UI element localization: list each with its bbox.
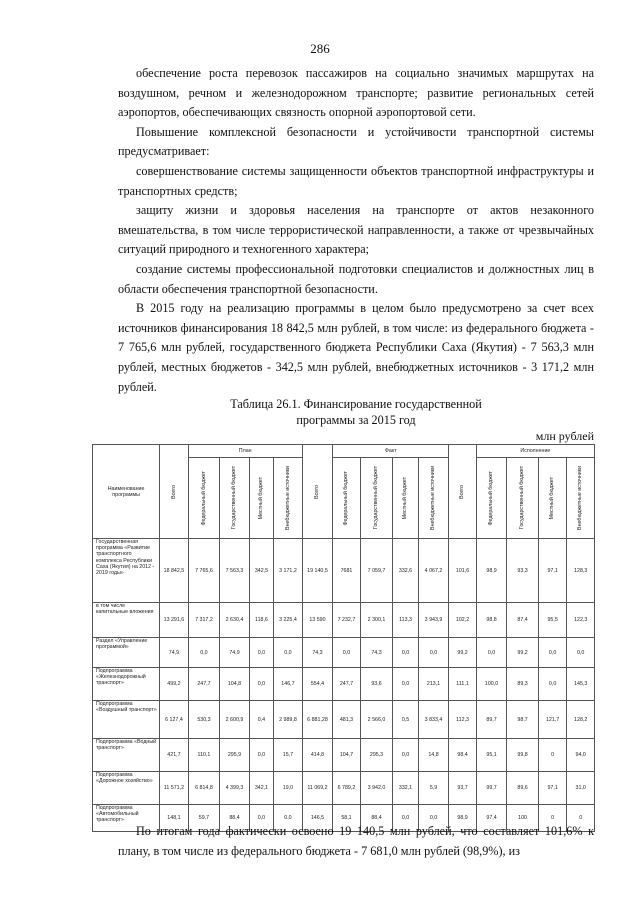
table-cell: 2 989,8 xyxy=(274,701,303,739)
sub-header: Федеральный бюджет xyxy=(333,458,360,539)
table-cell: 121,7 xyxy=(538,701,567,739)
table-cell: 98,4 xyxy=(449,739,476,772)
table-cell: 100,0 xyxy=(476,668,507,701)
table-cell: 89,3 xyxy=(507,668,539,701)
sub-header: Местный бюджет xyxy=(393,458,418,539)
table-cell: 0,0 xyxy=(274,638,303,668)
table-row xyxy=(93,772,595,805)
table-cell: 0,0 xyxy=(418,805,449,832)
table-cell: 89,6 xyxy=(507,772,539,805)
table-cell: 97,1 xyxy=(538,772,567,805)
table-cell: 421,7 xyxy=(160,739,189,772)
table-cell: 6 789,2 xyxy=(333,772,360,805)
table-cell: 97,4 xyxy=(476,805,507,832)
table-row xyxy=(93,638,595,668)
table-cell: 0,0 xyxy=(567,638,595,668)
table-cell: 0 xyxy=(567,805,595,832)
sub-header: Местный бюджет xyxy=(538,458,567,539)
row-name: Подпрограмма «Железнодорожный транспорт» xyxy=(93,668,160,701)
table-cell: 7 232,7 xyxy=(333,603,360,638)
row-name: Подпрограмма «Водный транспорт» xyxy=(93,739,160,772)
table-cell: 74,3 xyxy=(360,638,393,668)
table-cell: 0,0 xyxy=(274,805,303,832)
row-name: в том числе капитальные вложения xyxy=(93,603,160,638)
table-cell: 2 600,9 xyxy=(220,701,250,739)
table-cell: 95,5 xyxy=(538,603,567,638)
table-cell: 247,7 xyxy=(188,668,220,701)
table-row xyxy=(93,668,595,701)
fact-total-header: Всего xyxy=(302,445,333,539)
table-cell: 0,0 xyxy=(393,668,418,701)
table-cell: 414,8 xyxy=(302,739,333,772)
table-cell: 112,3 xyxy=(449,701,476,739)
table-caption xyxy=(118,396,594,428)
table-cell: 213,1 xyxy=(418,668,449,701)
table-cell: 3 171,2 xyxy=(274,539,303,603)
paragraph: создание системы профессиональной подготовки специалистов и должностных лиц в области обеспечения транспортной безопасности. xyxy=(118,261,594,296)
table-cell: 95,1 xyxy=(476,739,507,772)
table-cell: 18 842,5 xyxy=(160,539,189,603)
table-cell: 0,0 xyxy=(393,739,418,772)
table-cell: 0,0 xyxy=(538,638,567,668)
table-cell: 11 069,2 xyxy=(302,772,333,805)
table-cell: 74,3 xyxy=(302,638,333,668)
table-cell: 58,1 xyxy=(333,805,360,832)
table-cell: 98,7 xyxy=(507,701,539,739)
table-cell: 87,4 xyxy=(507,603,539,638)
table-cell: 74,9 xyxy=(160,638,189,668)
table-cell: 6 814,8 xyxy=(188,772,220,805)
paragraph: В 2015 году на реализацию программы в целом было предусмотрено за счет всех источников финансирования 18 842,5 млн рублей, в том числе: из федерального бюджета - 7 765,6 млн рублей, государственного бюджета Республики Саха (Якутия) - 7 563,3 млн рублей, местных бюджетов - 342,5 млн рублей, внебюджетных источников - 3 171,2 млн рублей. xyxy=(118,301,594,394)
financing-table xyxy=(92,444,595,832)
table-cell: 11 571,2 xyxy=(160,772,189,805)
table-row xyxy=(93,539,595,603)
table-cell: 7 059,7 xyxy=(360,539,393,603)
table-cell: 481,3 xyxy=(333,701,360,739)
table-cell: 13 590 xyxy=(302,603,333,638)
sub-header: Государственный бюджет xyxy=(220,458,250,539)
table-cell: 0,0 xyxy=(188,638,220,668)
exec-group-header: Исполнение xyxy=(476,445,594,458)
table-cell: 113,3 xyxy=(393,603,418,638)
table-cell: 104,7 xyxy=(333,739,360,772)
table-cell: 2 566,0 xyxy=(360,701,393,739)
table-cell: 295,3 xyxy=(360,739,393,772)
table-cell: 14,8 xyxy=(418,739,449,772)
table-cell: 102,2 xyxy=(449,603,476,638)
table-cell: 88,4 xyxy=(220,805,250,832)
table-cell: 3 943,9 xyxy=(418,603,449,638)
table-cell: 3 225,4 xyxy=(274,603,303,638)
table-cell: 118,6 xyxy=(249,603,273,638)
paragraph: Повышение комплексной безопасности и устойчивости транспортной системы предусматривает: xyxy=(118,124,594,159)
table-cell: 101,6 xyxy=(449,539,476,603)
table-cell: 0,0 xyxy=(249,638,273,668)
table-row xyxy=(93,603,595,638)
row-name: Подпрограмма «Автомобильный транспорт» xyxy=(93,805,160,832)
table-cell: 99,8 xyxy=(507,739,539,772)
plan-group-header: План xyxy=(188,445,302,458)
table-cell: 74,9 xyxy=(220,638,250,668)
table-cell: 31,0 xyxy=(567,772,595,805)
sub-header: Внебюджетные источники xyxy=(418,458,449,539)
row-name: Подпрограмма «Дорожное хозяйство» xyxy=(93,772,160,805)
table-cell: 2 630,4 xyxy=(220,603,250,638)
row-name: Государственная программа «Развитие транспортного комплекса Республики Саха (Якутия) на 2012 - 2019 годы» xyxy=(93,539,160,603)
bottom-paragraph: По итогам года фактически освоено 19 140,5 млн рублей, что составляет 101,6% к плану, в том числе из федерального бюджета - 7 681,0 млн рублей (98,9%), из xyxy=(118,824,594,858)
table-row xyxy=(93,739,595,772)
paragraph: совершенствование системы защищенности объектов транспортной инфраструктуры и транспортных средств; xyxy=(118,163,594,198)
table-cell: 111,1 xyxy=(449,668,476,701)
table-cell: 0,0 xyxy=(538,668,567,701)
table-cell: 4 399,3 xyxy=(220,772,250,805)
table-cell: 4 067,2 xyxy=(418,539,449,603)
table-cell: 7 317,2 xyxy=(188,603,220,638)
table-cell: 146,5 xyxy=(302,805,333,832)
sub-header: Внебюджетные источники xyxy=(567,458,595,539)
sub-header: Внебюджетные источники xyxy=(274,458,303,539)
table-cell: 93,6 xyxy=(360,668,393,701)
table-cell: 15,7 xyxy=(274,739,303,772)
table-units: млн рублей xyxy=(535,429,594,443)
table-cell: 7 563,3 xyxy=(220,539,250,603)
table-header-group-row xyxy=(93,445,595,458)
table-cell: 0,0 xyxy=(393,805,418,832)
table-cell: 88,4 xyxy=(360,805,393,832)
table-cell: 146,7 xyxy=(274,668,303,701)
table-cell: 128,2 xyxy=(567,701,595,739)
table-cell: 0,0 xyxy=(333,638,360,668)
table-cell: 59,7 xyxy=(188,805,220,832)
paragraph: обеспечение роста перевозок пассажиров на социально значимых маршрутах на воздушном, речном и железнодорожном транспорте; развитие региональных сетей аэропортов, обеспечивающих связность опорной аэропортовой сети. xyxy=(118,66,594,120)
table-cell: 3 942,0 xyxy=(360,772,393,805)
table-cell: 295,9 xyxy=(220,739,250,772)
row-name: Раздел «Управление программой» xyxy=(93,638,160,668)
table-cell: 5,9 xyxy=(418,772,449,805)
table-cell: 0,0 xyxy=(249,805,273,832)
sub-header: Федеральный бюджет xyxy=(476,458,507,539)
table-cell: 128,3 xyxy=(567,539,595,603)
table-cell: 6 881,28 xyxy=(302,701,333,739)
sub-header: Федеральный бюджет xyxy=(188,458,220,539)
sub-header: Государственный бюджет xyxy=(360,458,393,539)
table-cell: 99,2 xyxy=(449,638,476,668)
table-cell: 93,7 xyxy=(449,772,476,805)
table-cell: 342,5 xyxy=(249,539,273,603)
page-number: 286 xyxy=(310,41,330,56)
exec-total-header: Всего xyxy=(449,445,476,539)
table-cell: 0,0 xyxy=(249,739,273,772)
row-name: Подпрограмма «Воздушный транспорт» xyxy=(93,701,160,739)
table-cell: 98,9 xyxy=(476,539,507,603)
table-cell: 148,1 xyxy=(160,805,189,832)
table-cell: 100 xyxy=(507,805,539,832)
bottom-paragraph-block xyxy=(118,822,594,861)
table-cell: 332,1 xyxy=(393,772,418,805)
table-cell: 0,4 xyxy=(249,701,273,739)
table-cell: 0 xyxy=(538,739,567,772)
table-cell: 530,3 xyxy=(188,701,220,739)
table-row xyxy=(93,701,595,739)
plan-total-header: Всего xyxy=(160,445,189,539)
table-cell: 342,1 xyxy=(249,772,273,805)
table-cell: 98,8 xyxy=(476,603,507,638)
table-cell: 99,2 xyxy=(507,638,539,668)
table-cell: 94,0 xyxy=(567,739,595,772)
table-cell: 0,0 xyxy=(249,668,273,701)
table-cell: 6 127,4 xyxy=(160,701,189,739)
table-cell: 110,1 xyxy=(188,739,220,772)
table-cell: 19 140,5 xyxy=(302,539,333,603)
table-cell: 97,1 xyxy=(538,539,567,603)
table-cell: 0,0 xyxy=(476,638,507,668)
table-cell: 13 291,6 xyxy=(160,603,189,638)
table-cell: 499,2 xyxy=(160,668,189,701)
table-cell: 93,3 xyxy=(507,539,539,603)
table-cell: 7681 xyxy=(333,539,360,603)
table-cell: 122,3 xyxy=(567,603,595,638)
table-cell: 145,3 xyxy=(567,668,595,701)
table-cell: 0,0 xyxy=(418,638,449,668)
table-caption-line-1: Таблица 26.1. Финансирование государственной xyxy=(230,397,482,411)
body-text xyxy=(118,64,594,397)
fact-group-header: Факт xyxy=(333,445,449,458)
sub-header: Местный бюджет xyxy=(249,458,273,539)
table-cell: 3 833,4 xyxy=(418,701,449,739)
sub-header: Государственный бюджет xyxy=(507,458,539,539)
table-cell: 89,7 xyxy=(476,701,507,739)
table-cell: 0 xyxy=(538,805,567,832)
name-header: Наименование программы xyxy=(93,445,160,539)
table-caption-line-2: программы за 2015 год xyxy=(296,413,416,427)
table-cell: 99,7 xyxy=(476,772,507,805)
table-cell: 0,5 xyxy=(393,701,418,739)
table-cell: 2 300,1 xyxy=(360,603,393,638)
table-cell: 104,8 xyxy=(220,668,250,701)
table-cell: 19,0 xyxy=(274,772,303,805)
table-cell: 7 765,6 xyxy=(188,539,220,603)
table-cell: 98,9 xyxy=(449,805,476,832)
table-cell: 247,7 xyxy=(333,668,360,701)
paragraph: защиту жизни и здоровья населения на транспорте от актов незаконного вмешательства, в том числе террористической направленности, а также от чрезвычайных ситуаций природного и техногенного характера; xyxy=(118,203,594,257)
table-cell: 332,6 xyxy=(393,539,418,603)
table-cell: 0,0 xyxy=(393,638,418,668)
table-cell: 554,4 xyxy=(302,668,333,701)
